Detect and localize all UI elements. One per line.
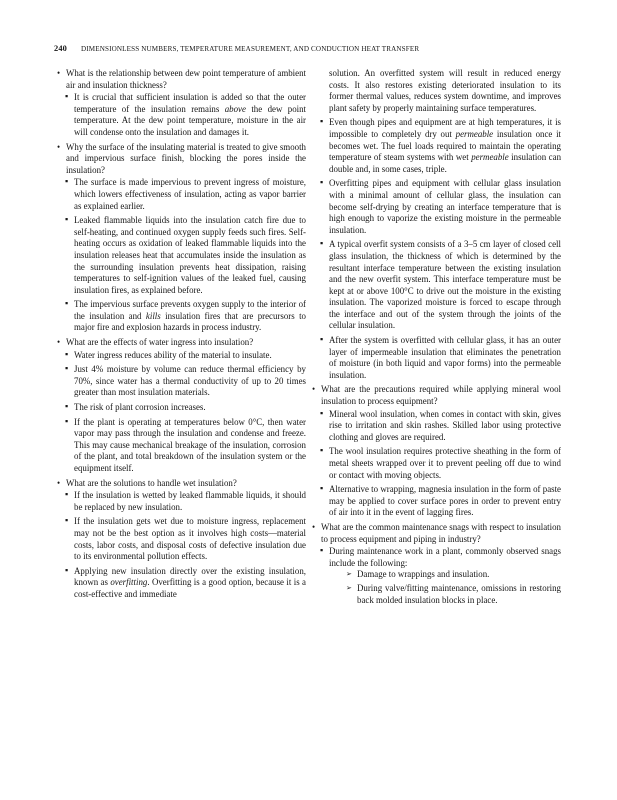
list-item: ▪ Water ingress reduces ability of the material to insulate. [57, 350, 306, 362]
bullet-dot-icon: • [57, 68, 61, 78]
bullet-dot-icon: • [312, 521, 316, 532]
question-dew-point: • What is the relationship between dew point temperature of ambient air and insulation thickness? [57, 68, 306, 90]
list-item: ▪ During maintenance work in a plant, commonly observed snags include the following: ➢ Damage to wrappings and insulation. ➢ During valve/fitting maintenance, omissions in restoring back molded insulation blocks in place. [312, 546, 561, 606]
bullet-dot-icon: • [57, 141, 61, 152]
list-item: ▪ Mineral wool insulation, when comes in contact with skin, gives rise to irritation and skin rashes. Skilled labor using protective clothing and gloves are required. [312, 409, 561, 444]
list-item: ▪ If the plant is operating at temperatures below 0°C, then water vapor may pass through the insulation and condense and freeze. This may cause mechanical breakage of the insulation, corrosion of the plant, and total breakdown of the insulation system or the equipment itself. [57, 417, 306, 475]
running-title: DIMENSIONLESS NUMBERS, TEMPERATURE MEASUREMENT, AND CONDUCTION HEAT TRANSFER [81, 45, 420, 53]
answer-list [57, 92, 306, 138]
question-wet-insulation: • What are the solutions to handle wet insulation? [57, 477, 237, 488]
answer-list [57, 490, 306, 600]
list-item: ▪ If the insulation is wetted by leaked flammable liquids, it should be replaced by new insulation. [57, 490, 306, 513]
list-item: ▪ The impervious surface prevents oxygen supply to the interior of the insulation and kills insulation fires that are precursors to major fire and explosion hazards in process industry. [57, 299, 306, 334]
answer-list [312, 68, 561, 381]
answer-list [57, 177, 306, 334]
list-item: ▪ Even though pipes and equipment are at high temperatures, it is impossible to completely dry out permeable insulation once it becomes wet. The fuel loads required to maintain the operating temperature of steam systems with wet permeable insulation can double and, in some cases, triple. [312, 117, 561, 175]
arrow-list-item: ➢ Damage to wrappings and insulation. [329, 569, 561, 581]
question-mineral-wool: • What are the precautions required while applying mineral wool insulation to process equipment? [312, 384, 561, 407]
list-item: ▪ If the insulation gets wet due to moisture ingress, replacement may not be the best option as it involves high costs—material costs, labor costs, and disposal costs of defective insulation due to its environmental pollution effects. [57, 516, 306, 562]
question-maintenance-snags: • What are the common maintenance snags with respect to insulation to process equipment and piping in industry? [312, 521, 561, 544]
list-item: ▪ A typical overfit system consists of a 3–5 cm layer of closed cell glass insulation, the thickness of which is determined by the resultant interface temperature between the existing insulation and the new overfit system. This interface temperature must be kept at or above 100°C to drive out the moisture in the existing insulation. The vaporized moisture is forced to escape through the interface and out of the system through the joints of the cellular insulation. [312, 239, 561, 332]
list-item: ▪ The risk of plant corrosion increases. [57, 402, 306, 414]
list-item-continued: solution. An overfitted system will result in reduced energy costs. It also restores existing deteriorated insulation to its former thermal values, reduces system downtime, and improves plant safety by properly maintaining surface temperatures. [329, 68, 561, 113]
list-item: ▪ Overfitting pipes and equipment with cellular glass insulation with a minimal amount of cellular glass, the insulation can become self-drying by creating an interface temperature that is high enough to vaporize the existing moisture in the permeable insulation. [312, 178, 561, 236]
bullet-dot-icon: • [57, 337, 61, 348]
answer-list [312, 546, 561, 606]
right-column [312, 68, 561, 609]
page-number: 240 [54, 44, 68, 53]
arrow-list-item: ➢ During valve/fitting maintenance, omissions in restoring back molded insulation blocks in place. [329, 583, 561, 606]
question-surface-treatment: • Why the surface of the insulating material is treated to give smooth and impervious surface finish, blocking the pores inside the insulation? [57, 141, 306, 175]
running-header [54, 44, 564, 53]
bullet-dot-icon: • [312, 384, 316, 395]
list-item: ▪ The wool insulation requires protective sheathing in the form of metal sheets wrapped over it to prevent peeling off due to wind or contact with moving objects. [312, 446, 561, 481]
list-item: ▪ Alternative to wrapping, magnesia insulation in the form of paste may be applied to cover surface pores in order to prevent entry of air into it in the event of lagging fires. [312, 484, 561, 519]
list-item: ▪ After the system is overfitted with cellular glass, it has an outer layer of impermeable insulation that eliminates the penetration of moisture (in both liquid and vapor forms) into the permeable insulation. [312, 335, 561, 381]
list-item: ▪ Leaked flammable liquids into the insulation catch fire due to self-heating, and continued oxygen supply feeds such fires. Self-heating occurs as oxidation of leaked flammable liquids into the insulation releases heat that accumulates inside the insulation as the surrounding insulation prevents heat dissipation, raising temperatures to self-ignition values of the leaked fuel, causing insulation fires, as explained before. [57, 215, 306, 296]
left-column [57, 68, 306, 604]
arrow-sublist [329, 569, 561, 606]
answer-list [57, 350, 306, 475]
question-water-ingress: • What are the effects of water ingress into insulation? [57, 337, 254, 348]
list-item: ▪ The surface is made impervious to prevent ingress of moisture, which lowers effectiveness of insulation, acting as vapor barrier as explained earlier. [57, 177, 306, 212]
list-item: ▪ It is crucial that sufficient insulation is added so that the outer temperature of the insulation remains above the dew point temperature. At the dew point temperature, moisture in the air will condense onto the insulation and damages it. [57, 92, 306, 138]
list-item: ▪ Just 4% moisture by volume can reduce thermal efficiency by 70%, since water has a thermal conductivity of up to 20 times greater than most insulation materials. [57, 364, 306, 399]
answer-list [312, 409, 561, 519]
list-item: ▪ Applying new insulation directly over the existing insulation, known as overfitting. Overfitting is a good option, because it is a cost-effective and immediate [57, 566, 306, 601]
bullet-dot-icon: • [57, 477, 61, 488]
